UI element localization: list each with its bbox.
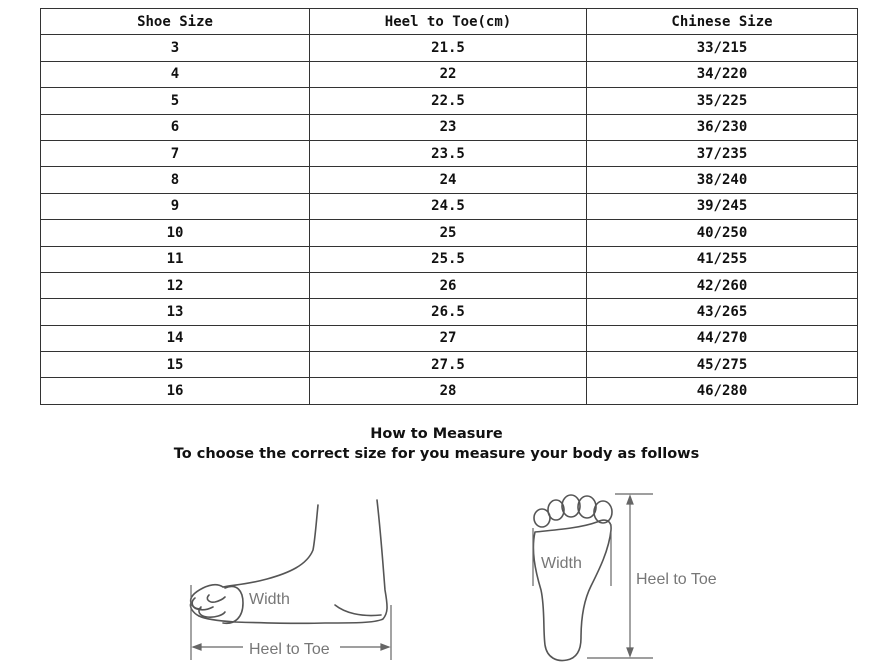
cell-shoe-size: 15 <box>41 352 310 378</box>
cell-heel-to-toe: 24.5 <box>310 193 587 219</box>
cell-chinese-size: 42/260 <box>587 272 858 298</box>
cell-heel-to-toe: 25.5 <box>310 246 587 272</box>
cell-chinese-size: 35/225 <box>587 88 858 114</box>
table-body <box>41 35 858 404</box>
cell-chinese-size: 39/245 <box>587 193 858 219</box>
cell-shoe-size: 13 <box>41 299 310 325</box>
how-to-measure-title: How to Measure <box>370 426 503 442</box>
table-row <box>41 140 858 166</box>
cell-chinese-size: 45/275 <box>587 352 858 378</box>
cell-heel-to-toe: 23 <box>310 114 587 140</box>
cell-heel-to-toe: 23.5 <box>310 140 587 166</box>
cell-shoe-size: 9 <box>41 193 310 219</box>
table-row <box>41 167 858 193</box>
side-width-label: Width <box>249 591 290 608</box>
table-row <box>41 193 858 219</box>
cell-chinese-size: 36/230 <box>587 114 858 140</box>
side-heel-to-toe-label: Heel to Toe <box>249 641 330 658</box>
table-row <box>41 114 858 140</box>
table-row <box>41 299 858 325</box>
cell-heel-to-toe: 22 <box>310 61 587 87</box>
table-row <box>41 325 858 351</box>
header-heel-to-toe: Heel to Toe(cm) <box>310 9 587 35</box>
cell-shoe-size: 5 <box>41 88 310 114</box>
cell-heel-to-toe: 24 <box>310 167 587 193</box>
cell-shoe-size: 6 <box>41 114 310 140</box>
size-chart-table <box>40 8 858 405</box>
how-to-measure-subtitle: To choose the correct size for you measure your body as follows <box>173 446 700 462</box>
cell-shoe-size: 16 <box>41 378 310 404</box>
cell-chinese-size: 46/280 <box>587 378 858 404</box>
table-row <box>41 35 858 61</box>
table-row <box>41 220 858 246</box>
table-row <box>41 272 858 298</box>
table-row <box>41 246 858 272</box>
cell-chinese-size: 43/265 <box>587 299 858 325</box>
cell-chinese-size: 37/235 <box>587 140 858 166</box>
table-row <box>41 352 858 378</box>
cell-shoe-size: 11 <box>41 246 310 272</box>
table-header-row <box>41 9 858 35</box>
cell-heel-to-toe: 28 <box>310 378 587 404</box>
header-shoe-size: Shoe Size <box>41 9 310 35</box>
cell-shoe-size: 12 <box>41 272 310 298</box>
sole-heel-to-toe-label: Heel to Toe <box>636 571 717 588</box>
cell-heel-to-toe: 27 <box>310 325 587 351</box>
cell-heel-to-toe: 21.5 <box>310 35 587 61</box>
cell-chinese-size: 34/220 <box>587 61 858 87</box>
cell-chinese-size: 33/215 <box>587 35 858 61</box>
table-row <box>41 378 858 404</box>
cell-heel-to-toe: 22.5 <box>310 88 587 114</box>
header-chinese-size: Chinese Size <box>587 9 858 35</box>
cell-heel-to-toe: 27.5 <box>310 352 587 378</box>
foot-sole-view-illustration <box>525 490 735 665</box>
cell-shoe-size: 4 <box>41 61 310 87</box>
cell-chinese-size: 44/270 <box>587 325 858 351</box>
sole-width-label: Width <box>541 555 582 572</box>
cell-chinese-size: 40/250 <box>587 220 858 246</box>
cell-chinese-size: 41/255 <box>587 246 858 272</box>
cell-shoe-size: 3 <box>41 35 310 61</box>
cell-shoe-size: 7 <box>41 140 310 166</box>
table-row <box>41 61 858 87</box>
table-row <box>41 88 858 114</box>
cell-shoe-size: 8 <box>41 167 310 193</box>
foot-side-view-illustration <box>185 495 400 665</box>
cell-heel-to-toe: 25 <box>310 220 587 246</box>
cell-heel-to-toe: 26 <box>310 272 587 298</box>
cell-shoe-size: 14 <box>41 325 310 351</box>
cell-shoe-size: 10 <box>41 220 310 246</box>
cell-chinese-size: 38/240 <box>587 167 858 193</box>
cell-heel-to-toe: 26.5 <box>310 299 587 325</box>
